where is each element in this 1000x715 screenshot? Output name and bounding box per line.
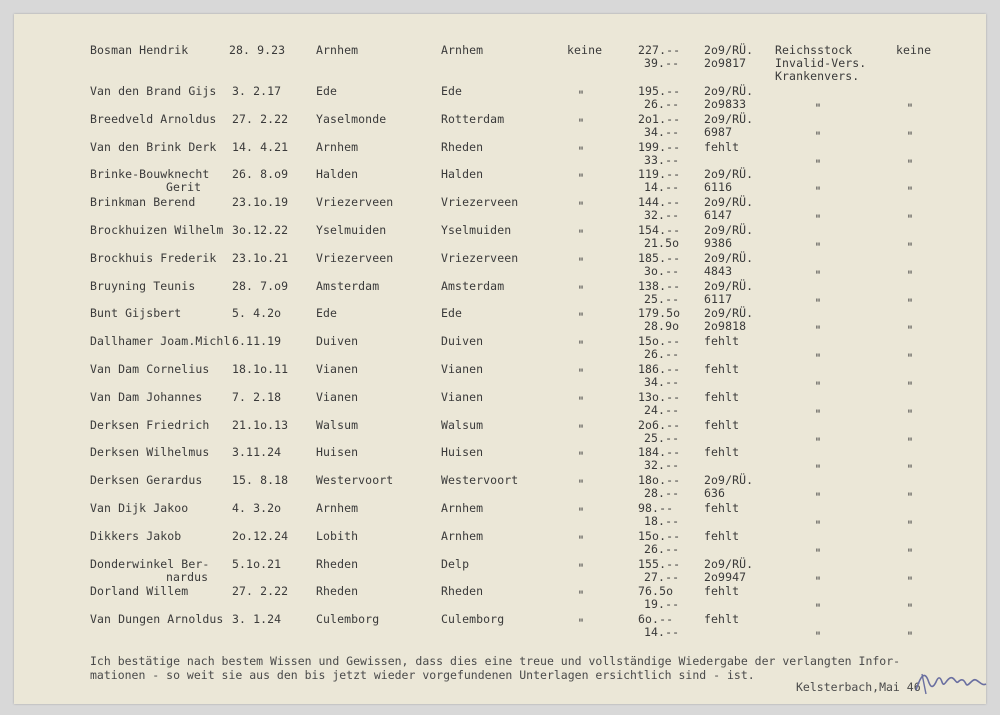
footer-line-1: Ich bestätige nach bestem Wissen und Gewissen, dass dies eine treue und vollständige Wiedergabe der verlangten Infor-: [90, 654, 901, 668]
amount-1: 76.5o: [638, 584, 674, 598]
amount-1: 98.--: [638, 501, 674, 515]
ditto-insurance: ": [814, 546, 822, 560]
residence: Walsum: [441, 418, 484, 432]
person-name: Brockhuis Frederik: [90, 251, 217, 265]
ditto-insurance: ": [814, 518, 822, 532]
ditto-status: ": [577, 422, 585, 436]
amount-1: 2o1.--: [638, 112, 681, 126]
reference-1: 2o9/RÜ.: [704, 473, 754, 487]
person-name: Van den Brand Gijs: [90, 84, 217, 98]
amount-1: 15o.--: [638, 334, 681, 348]
amount-2: 18.--: [644, 514, 680, 528]
reference-2: 2o9947: [704, 570, 747, 584]
amount-1: 2o6.--: [638, 418, 681, 432]
amount-2: 25.--: [644, 431, 680, 445]
residence: Vianen: [441, 390, 484, 404]
ditto-insurance: ": [814, 462, 822, 476]
ditto-insurance: ": [814, 240, 822, 254]
birth-place: Rheden: [316, 557, 359, 571]
reference-2: 4843: [704, 264, 733, 278]
reference-1: fehlt: [704, 418, 740, 432]
status: keine: [567, 43, 603, 57]
person-name: Derksen Wilhelmus: [90, 445, 210, 459]
reference-2: 636: [704, 486, 726, 500]
amount-2: 3o.--: [644, 264, 680, 278]
amount-1: 154.--: [638, 223, 681, 237]
birth-place: Yaselmonde: [316, 112, 387, 126]
residence: Arnhem: [441, 43, 484, 57]
ditto-status: ": [577, 116, 585, 130]
reference-1: fehlt: [704, 445, 740, 459]
reference-1: 2o9/RÜ.: [704, 167, 754, 181]
person-name: Brinkman Berend: [90, 195, 196, 209]
amount-1: 138.--: [638, 279, 681, 293]
reference-1: 2o9/RÜ.: [704, 84, 754, 98]
ditto-insurance: ": [814, 629, 822, 643]
amount-2: 32.--: [644, 458, 680, 472]
ditto-status: ": [577, 171, 585, 185]
birth-date: 3o.12.22: [232, 223, 289, 237]
birth-date: 3. 2.17: [232, 84, 282, 98]
birth-place: Lobith: [316, 529, 359, 543]
reference-2: 2o9833: [704, 97, 747, 111]
reference-1: 2o9/RÜ.: [704, 43, 754, 57]
birth-date: 23.1o.19: [232, 195, 289, 209]
amount-2: 28.9o: [644, 319, 680, 333]
person-name: Brockhuizen Wilhelm: [90, 223, 224, 237]
ditto-insurance: ": [814, 601, 822, 615]
amount-1: 18o.--: [638, 473, 681, 487]
last-status: keine: [896, 43, 932, 57]
amount-1: 119.--: [638, 167, 681, 181]
place-date: Kelsterbach,Mai 46: [796, 680, 921, 694]
person-name-continued: Gerit: [166, 180, 202, 194]
reference-1: 2o9/RÜ.: [704, 251, 754, 265]
ditto-status: ": [577, 588, 585, 602]
ditto-status: ": [577, 505, 585, 519]
person-name: Brinke-Bouwknecht: [90, 167, 210, 181]
amount-1: 13o.--: [638, 390, 681, 404]
birth-place: Ede: [316, 84, 338, 98]
ditto-last: ": [906, 546, 914, 560]
birth-date: 6.11.19: [232, 334, 282, 348]
footer-line-2: mationen - so weit sie aus den bis jetzt wieder vorgefundenen Unterlagen ersichtlich sind - ist.: [90, 668, 755, 682]
birth-place: Vriezerveen: [316, 195, 394, 209]
birth-place: Walsum: [316, 418, 359, 432]
amount-2: 26.--: [644, 347, 680, 361]
reference-1: 2o9/RÜ.: [704, 557, 754, 571]
amount-2: 28.--: [644, 486, 680, 500]
insurance-2: Invalid-Vers.: [775, 56, 867, 70]
residence: Vriezerveen: [441, 251, 519, 265]
amount-1: 15o.--: [638, 529, 681, 543]
ditto-insurance: ": [814, 323, 822, 337]
ditto-status: ": [577, 533, 585, 547]
ditto-status: ": [577, 144, 585, 158]
ditto-status: ": [577, 477, 585, 491]
amount-2: 26.--: [644, 97, 680, 111]
birth-date: 3.11.24: [232, 445, 282, 459]
amount-1: 227.--: [638, 43, 681, 57]
ditto-last: ": [906, 240, 914, 254]
reference-1: fehlt: [704, 529, 740, 543]
ditto-insurance: ": [814, 490, 822, 504]
person-name: Bosman Hendrik: [90, 43, 189, 57]
reference-1: fehlt: [704, 390, 740, 404]
person-name: Van den Brink Derk: [90, 140, 217, 154]
birth-place: Huisen: [316, 445, 359, 459]
reference-1: fehlt: [704, 334, 740, 348]
residence: Culemborg: [441, 612, 505, 626]
ditto-status: ": [577, 310, 585, 324]
birth-place: Arnhem: [316, 140, 359, 154]
person-name: Breedveld Arnoldus: [90, 112, 217, 126]
amount-2: 34.--: [644, 375, 680, 389]
ditto-last: ": [906, 407, 914, 421]
birth-place: Arnhem: [316, 43, 359, 57]
birth-date: 5.1o.21: [232, 557, 282, 571]
ditto-last: ": [906, 129, 914, 143]
ditto-last: ": [906, 296, 914, 310]
ditto-insurance: ": [814, 101, 822, 115]
residence: Westervoort: [441, 473, 519, 487]
birth-date: 3. 1.24: [232, 612, 282, 626]
residence: Delp: [441, 557, 470, 571]
birth-date: 14. 4.21: [232, 140, 289, 154]
reference-1: 2o9/RÜ.: [704, 306, 754, 320]
ditto-status: ": [577, 394, 585, 408]
ditto-last: ": [906, 379, 914, 393]
ditto-insurance: ": [814, 212, 822, 226]
ditto-last: ": [906, 574, 914, 588]
birth-date: 4. 3.2o: [232, 501, 282, 515]
amount-2: 19.--: [644, 597, 680, 611]
person-name: Dorland Willem: [90, 584, 189, 598]
ditto-insurance: ": [814, 184, 822, 198]
ditto-insurance: ": [814, 379, 822, 393]
birth-place: Ede: [316, 306, 338, 320]
ditto-last: ": [906, 601, 914, 615]
birth-place: Culemborg: [316, 612, 380, 626]
person-name-continued: nardus: [166, 570, 209, 584]
ditto-last: ": [906, 490, 914, 504]
reference-1: 2o9/RÜ.: [704, 223, 754, 237]
amount-2: 14.--: [644, 180, 680, 194]
amount-2: 34.--: [644, 125, 680, 139]
amount-2: 26.--: [644, 542, 680, 556]
person-name: Bruyning Teunis: [90, 279, 196, 293]
ditto-last: ": [906, 212, 914, 226]
person-name: Donderwinkel Ber-: [90, 557, 210, 571]
residence: Duiven: [441, 334, 484, 348]
amount-1: 6o.--: [638, 612, 674, 626]
birth-place: Rheden: [316, 584, 359, 598]
ditto-last: ": [906, 268, 914, 282]
residence: Vianen: [441, 362, 484, 376]
ditto-insurance: ": [814, 268, 822, 282]
person-name: Derksen Friedrich: [90, 418, 210, 432]
reference-2: 6117: [704, 292, 733, 306]
amount-1: 199.--: [638, 140, 681, 154]
amount-1: 195.--: [638, 84, 681, 98]
ditto-status: ": [577, 199, 585, 213]
reference-1: 2o9/RÜ.: [704, 195, 754, 209]
birth-place: Westervoort: [316, 473, 394, 487]
birth-date: 27. 2.22: [232, 112, 289, 126]
amount-2: 27.--: [644, 570, 680, 584]
reference-1: fehlt: [704, 501, 740, 515]
ditto-status: ": [577, 88, 585, 102]
amount-2: 14.--: [644, 625, 680, 639]
person-name: Van Dungen Arnoldus: [90, 612, 224, 626]
residence: Huisen: [441, 445, 484, 459]
residence: Rheden: [441, 584, 484, 598]
ditto-status: ": [577, 561, 585, 575]
person-name: Van Dam Johannes: [90, 390, 203, 404]
insurance-3: Krankenvers.: [775, 69, 860, 83]
ditto-status: ": [577, 227, 585, 241]
amount-1: 184.--: [638, 445, 681, 459]
amount-2: 21.5o: [644, 236, 680, 250]
residence: Halden: [441, 167, 484, 181]
ditto-last: ": [906, 157, 914, 171]
reference-1: fehlt: [704, 584, 740, 598]
amount-1: 186.--: [638, 362, 681, 376]
reference-1: fehlt: [704, 140, 740, 154]
ditto-status: ": [577, 616, 585, 630]
amount-2: 32.--: [644, 208, 680, 222]
birth-place: Amsterdam: [316, 279, 380, 293]
residence: Vriezerveen: [441, 195, 519, 209]
amount-2: 39.--: [644, 56, 680, 70]
ditto-insurance: ": [814, 574, 822, 588]
residence: Arnhem: [441, 529, 484, 543]
person-name: Derksen Gerardus: [90, 473, 203, 487]
ditto-last: ": [906, 184, 914, 198]
ditto-last: ": [906, 462, 914, 476]
ditto-status: ": [577, 449, 585, 463]
birth-place: Vriezerveen: [316, 251, 394, 265]
ditto-status: ": [577, 366, 585, 380]
residence: Ede: [441, 84, 463, 98]
reference-2: 6147: [704, 208, 733, 222]
ditto-insurance: ": [814, 157, 822, 171]
birth-date: 28. 9.23: [229, 43, 286, 57]
amount-1: 179.5o: [638, 306, 681, 320]
reference-2: 6987: [704, 125, 733, 139]
birth-date: 18.1o.11: [232, 362, 289, 376]
insurance-1: Reichsstock: [775, 43, 853, 57]
person-name: Van Dam Cornelius: [90, 362, 210, 376]
person-name: Dikkers Jakob: [90, 529, 182, 543]
birth-date: 7. 2.18: [232, 390, 282, 404]
amount-1: 144.--: [638, 195, 681, 209]
reference-2: 6116: [704, 180, 733, 194]
ditto-status: ": [577, 338, 585, 352]
ditto-insurance: ": [814, 351, 822, 365]
amount-2: 33.--: [644, 153, 680, 167]
birth-date: 23.1o.21: [232, 251, 289, 265]
birth-date: 21.1o.13: [232, 418, 289, 432]
amount-1: 185.--: [638, 251, 681, 265]
residence: Rotterdam: [441, 112, 505, 126]
ditto-insurance: ": [814, 129, 822, 143]
ditto-last: ": [906, 629, 914, 643]
birth-place: Arnhem: [316, 501, 359, 515]
person-name: Van Dijk Jakoo: [90, 501, 189, 515]
birth-date: 26. 8.o9: [232, 167, 289, 181]
reference-1: 2o9/RÜ.: [704, 112, 754, 126]
birth-place: Halden: [316, 167, 359, 181]
reference-2: 2o9818: [704, 319, 747, 333]
ditto-last: ": [906, 351, 914, 365]
birth-date: 28. 7.o9: [232, 279, 289, 293]
birth-place: Vianen: [316, 390, 359, 404]
residence: Arnhem: [441, 501, 484, 515]
residence: Ede: [441, 306, 463, 320]
residence: Yselmuiden: [441, 223, 512, 237]
amount-2: 25.--: [644, 292, 680, 306]
ditto-last: ": [906, 101, 914, 115]
birth-place: Yselmuiden: [316, 223, 387, 237]
reference-2: 9386: [704, 236, 733, 250]
birth-place: Duiven: [316, 334, 359, 348]
ditto-status: ": [577, 255, 585, 269]
person-name: Bunt Gijsbert: [90, 306, 182, 320]
ditto-last: ": [906, 323, 914, 337]
reference-1: fehlt: [704, 612, 740, 626]
ditto-last: ": [906, 518, 914, 532]
document-page: [14, 14, 986, 704]
birth-date: 15. 8.18: [232, 473, 289, 487]
birth-date: 2o.12.24: [232, 529, 289, 543]
ditto-insurance: ": [814, 407, 822, 421]
ditto-status: ": [577, 283, 585, 297]
birth-place: Vianen: [316, 362, 359, 376]
ditto-last: ": [906, 435, 914, 449]
reference-2: 2o9817: [704, 56, 747, 70]
amount-2: 24.--: [644, 403, 680, 417]
signature-icon: [910, 660, 990, 700]
amount-1: 155.--: [638, 557, 681, 571]
ditto-insurance: ": [814, 296, 822, 310]
residence: Rheden: [441, 140, 484, 154]
birth-date: 5. 4.2o: [232, 306, 282, 320]
reference-1: 2o9/RÜ.: [704, 279, 754, 293]
residence: Amsterdam: [441, 279, 505, 293]
reference-1: fehlt: [704, 362, 740, 376]
ditto-insurance: ": [814, 435, 822, 449]
birth-date: 27. 2.22: [232, 584, 289, 598]
person-name: Dallhamer Joam.Michl: [90, 334, 231, 348]
